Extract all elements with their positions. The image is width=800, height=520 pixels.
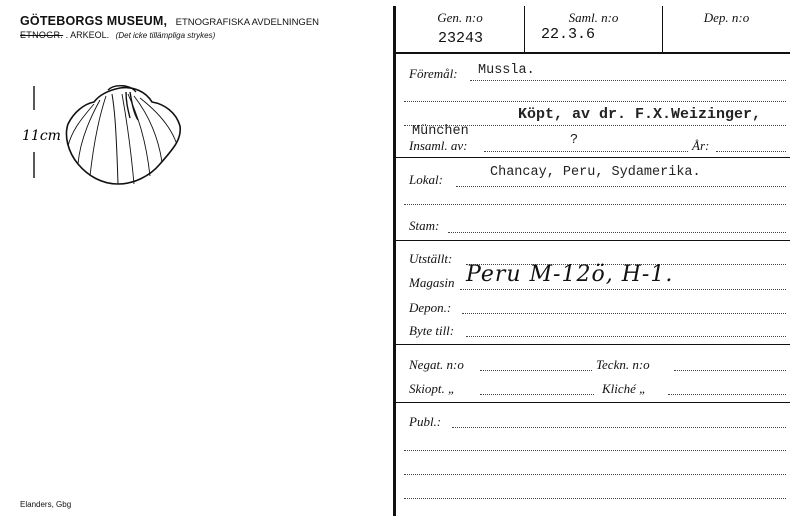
- publ-label: Publ.:: [409, 414, 442, 429]
- stam-line: [448, 232, 786, 233]
- ar-line: [716, 151, 786, 152]
- gen-column: [396, 6, 525, 52]
- byte-label: Byte till:: [409, 323, 455, 338]
- lokal-value: Chancay, Peru, Sydamerika.: [490, 165, 701, 180]
- dep-column: [663, 6, 790, 52]
- kliche-line: [668, 394, 786, 395]
- teckn-label: Teckn. n:o: [596, 357, 650, 372]
- utstallt-label: Utställt:: [409, 251, 453, 266]
- depon-line: [462, 313, 786, 314]
- magasin-value: Peru M-12ö, H-1.: [466, 262, 674, 287]
- insaml-label: Insaml. av:: [409, 138, 468, 153]
- foremal-value: Mussla.: [478, 63, 535, 78]
- stam-label: Stam:: [409, 218, 440, 233]
- negat-label: Negat. n:o: [409, 357, 464, 372]
- gen-value: 23243: [438, 30, 484, 47]
- magasin-line: [460, 289, 786, 290]
- section-rule: [396, 344, 790, 345]
- foremal-line: [470, 80, 786, 81]
- section-line: [20, 30, 215, 40]
- size-label: 11cm: [22, 128, 61, 144]
- saml-column: [525, 6, 663, 52]
- insaml-line: [484, 151, 688, 152]
- insaml-value: ?: [570, 133, 579, 148]
- section-note: (Det icke tillämpliga strykes): [115, 31, 216, 40]
- saml-value: 22.3.6: [541, 26, 596, 43]
- saml-label: Saml. n:o: [568, 10, 619, 25]
- kliche-label: Kliché „: [602, 381, 647, 396]
- depon-label: Depon.:: [409, 300, 452, 315]
- museum-header: [20, 12, 319, 30]
- section-etnogr: ETNOGR.: [20, 30, 64, 40]
- blank-line: [404, 450, 786, 451]
- lokal-label: Lokal:: [409, 172, 443, 187]
- publ-line: [452, 427, 786, 428]
- section-arkeol: . ARKEOL.: [65, 30, 110, 40]
- magasin-label: Magasin: [409, 275, 455, 290]
- department-name: ETNOGRAFISKA AVDELNINGEN: [175, 17, 320, 28]
- city-value: München: [412, 124, 469, 139]
- section-rule: [396, 402, 790, 403]
- purchase-note: Köpt, av dr. F.X.Weizinger,: [518, 106, 762, 123]
- blank-line: [404, 204, 786, 205]
- blank-line: [404, 474, 786, 475]
- blank-line: [404, 498, 786, 499]
- printer-imprint: Elanders, Gbg: [20, 500, 72, 509]
- negat-line: [480, 370, 592, 371]
- blank-line: [404, 101, 786, 102]
- byte-line: [466, 336, 786, 337]
- teckn-line: [674, 370, 786, 371]
- dep-label: Dep. n:o: [703, 10, 750, 25]
- skiopt-line: [480, 394, 594, 395]
- section-rule: [396, 157, 790, 158]
- ar-label: År:: [692, 138, 710, 153]
- skiopt-label: Skiopt. „: [409, 381, 456, 396]
- gen-label: Gen. n:o: [437, 10, 483, 25]
- museum-name: GÖTEBORGS MUSEUM,: [20, 14, 168, 28]
- lokal-line: [456, 186, 786, 187]
- foremal-label: Föremål:: [409, 66, 458, 81]
- card-divider: [393, 6, 396, 516]
- shell-drawing: [22, 80, 192, 190]
- section-rule: [396, 240, 790, 241]
- number-box: [396, 6, 790, 54]
